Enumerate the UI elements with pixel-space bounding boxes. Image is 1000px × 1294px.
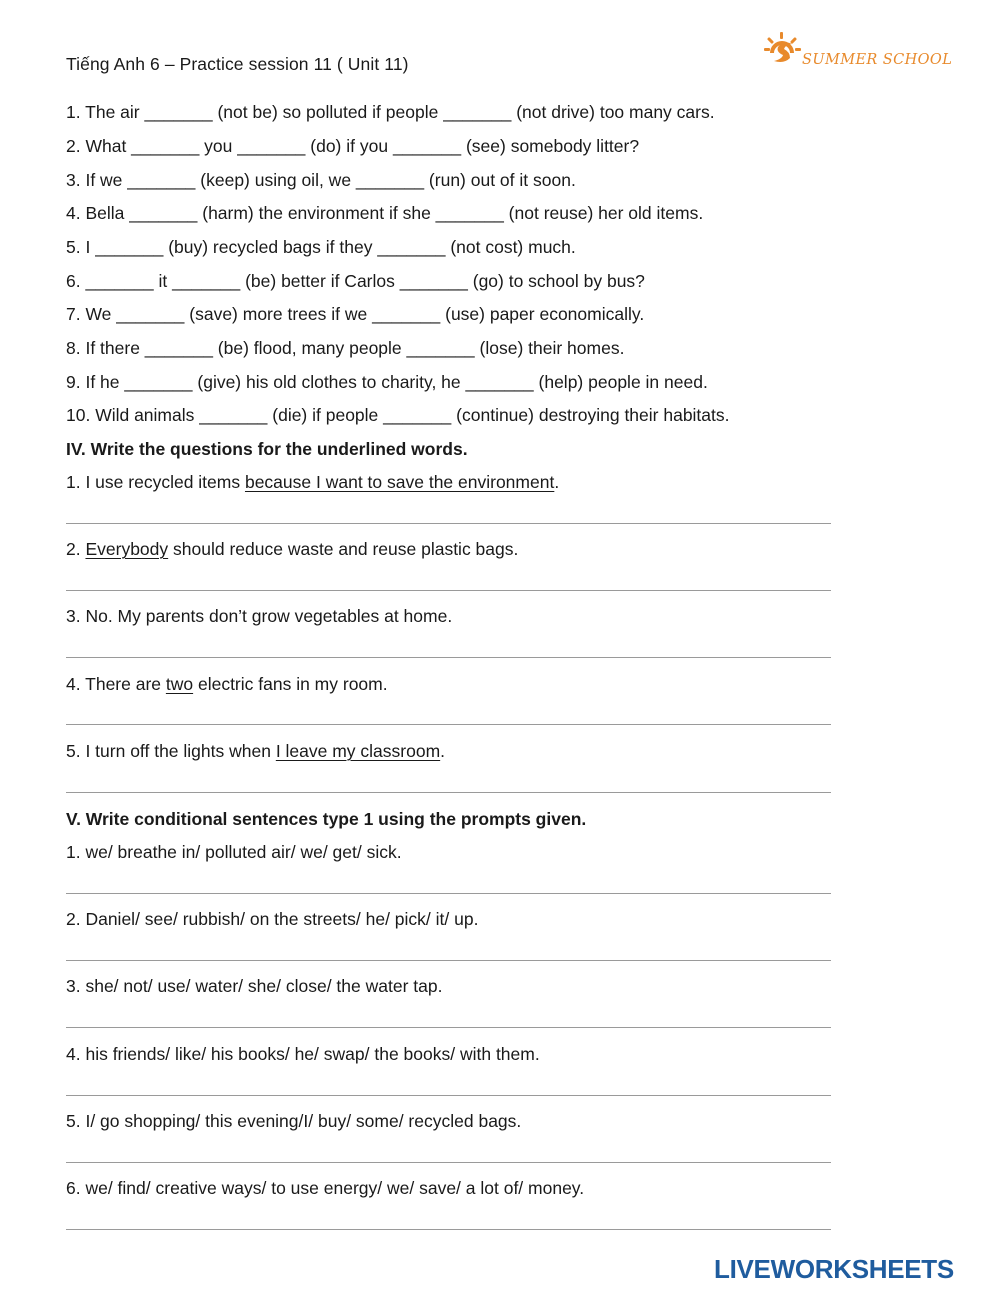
question-text: 4. There are [66, 674, 166, 694]
question-text: 1. I use recycled items [66, 472, 245, 492]
blank-field[interactable]: _______ [144, 102, 213, 122]
liveworksheets-grid-icon [692, 1258, 710, 1280]
exercise-text: 7. We [66, 304, 117, 324]
exercise-text: (do) if you [305, 136, 393, 156]
answer-line[interactable] [66, 657, 831, 658]
blank-field[interactable]: _______ [443, 102, 512, 122]
exercise-text: (continue) destroying their habitats. [451, 405, 730, 425]
underlined-phrase: two [165, 674, 194, 694]
answer-line[interactable] [66, 1095, 831, 1096]
blank-field[interactable]: _______ [85, 271, 154, 291]
exercise-text: (not be) so polluted if people [212, 102, 444, 122]
blank-field[interactable]: _______ [95, 237, 164, 257]
answer-line[interactable] [66, 523, 831, 524]
summer-school-logo [764, 30, 953, 75]
answer-line[interactable] [66, 792, 831, 793]
blank-field[interactable]: _______ [127, 170, 196, 190]
question-item [66, 538, 518, 560]
prompt-item: 4. his friends/ like/ his books/ he/ swap/ the books/ with them. [66, 1044, 540, 1064]
blank-field[interactable]: _______ [406, 338, 475, 358]
blank-field[interactable]: _______ [372, 304, 441, 324]
exercise-text: 8. If there [66, 338, 145, 358]
prompt-item: 5. I/ go shopping/ this evening/I/ buy/ some/ recycled bags. [66, 1111, 522, 1131]
liveworksheets-logo[interactable] [692, 1254, 992, 1284]
exercise-text: it [153, 271, 173, 291]
exercise-text: (be) better if Carlos [240, 271, 400, 291]
logo-text: SUMMER SCHOOL [802, 52, 953, 68]
blank-field[interactable]: _______ [172, 271, 241, 291]
blank-field[interactable]: _______ [144, 338, 213, 358]
exercise-item [66, 303, 644, 325]
blank-field[interactable]: _______ [129, 203, 198, 223]
question-text: 3. No. My parents don’t grow vegetables at home. [66, 606, 453, 626]
exercise-text: 2. What [66, 136, 132, 156]
exercise-text: 10. Wild animals [66, 405, 200, 425]
exercise-text: (save) more trees if we [184, 304, 373, 324]
answer-line[interactable] [66, 1027, 831, 1028]
exercise-text: (use) paper economically. [440, 304, 645, 324]
exercise-text: 4. Bella [66, 203, 130, 223]
exercise-item [66, 404, 730, 426]
blank-field[interactable]: _______ [435, 203, 504, 223]
prompt-item: 6. we/ find/ creative ways/ to use energy/ we/ save/ a lot of/ money. [66, 1178, 585, 1198]
exercise-item [66, 135, 639, 157]
blank-field[interactable]: _______ [124, 372, 193, 392]
question-item [66, 471, 559, 493]
exercise-text: (see) somebody litter? [461, 136, 640, 156]
exercise-text: 5. I [66, 237, 96, 257]
exercise-item [66, 371, 708, 393]
question-text: . [554, 472, 560, 492]
blank-field[interactable]: _______ [399, 271, 468, 291]
question-text: electric fans in my room. [193, 674, 388, 694]
exercise-text: 6. [66, 271, 86, 291]
exercise-text: (give) his old clothes to charity, he [192, 372, 466, 392]
blank-field[interactable]: _______ [465, 372, 534, 392]
exercise-item [66, 202, 703, 224]
underlined-phrase: I leave my classroom [275, 741, 441, 761]
blank-field[interactable]: _______ [392, 136, 462, 156]
exercise-item [66, 236, 576, 258]
answer-line[interactable] [66, 893, 831, 894]
answer-line[interactable] [66, 724, 831, 725]
exercise-text: 1. The air [66, 102, 145, 122]
question-item [66, 673, 388, 695]
underlined-phrase: because I want to save the environment [244, 472, 555, 492]
page-title: Tiếng Anh 6 – Practice session 11 ( Unit 11) [66, 54, 409, 74]
exercise-item [66, 270, 645, 292]
prompt-item: 2. Daniel/ see/ rubbish/ on the streets/ he/ pick/ it/ up. [66, 909, 479, 929]
blank-field[interactable]: _______ [355, 170, 425, 190]
section-5-heading: V. Write conditional sentences type 1 using the prompts given. [66, 809, 587, 829]
blank-field[interactable]: _______ [131, 136, 200, 156]
blank-field[interactable]: _______ [237, 136, 306, 156]
blank-field[interactable]: _______ [377, 237, 446, 257]
exercise-text: (not drive) too many cars. [511, 102, 715, 122]
exercise-text: 9. If he [66, 372, 125, 392]
question-item [66, 605, 452, 627]
question-text: 2. [66, 539, 86, 559]
exercise-text: (harm) the environment if she [197, 203, 436, 223]
exercise-item [66, 337, 624, 359]
exercise-item [66, 169, 576, 191]
exercise-text: (help) people in need. [533, 372, 708, 392]
blank-field[interactable]: _______ [383, 405, 452, 425]
blank-field[interactable]: _______ [116, 304, 185, 324]
question-text: 5. I turn off the lights when [66, 741, 276, 761]
question-item [66, 740, 445, 762]
question-text: should reduce waste and reuse plastic bags. [168, 539, 519, 559]
exercise-item [66, 101, 715, 123]
answer-line[interactable] [66, 960, 831, 961]
question-text: . [440, 741, 446, 761]
answer-line[interactable] [66, 1162, 831, 1163]
exercise-text: (lose) their homes. [474, 338, 625, 358]
exercise-text: (die) if people [267, 405, 384, 425]
exercise-text: (buy) recycled bags if they [163, 237, 378, 257]
underlined-phrase: Everybody [85, 539, 169, 559]
exercise-text: (not cost) much. [445, 237, 576, 257]
prompt-item: 1. we/ breathe in/ polluted air/ we/ get/ sick. [66, 842, 402, 862]
answer-line[interactable] [66, 1229, 831, 1230]
liveworksheets-brand: LIVEWORKSHEETS [714, 1254, 954, 1284]
exercise-text: you [199, 136, 238, 156]
exercise-text: (keep) using oil, we [195, 170, 356, 190]
exercise-text: (go) to school by bus? [467, 271, 645, 291]
exercise-text: (be) flood, many people [212, 338, 407, 358]
answer-line[interactable] [66, 590, 831, 591]
exercise-text: (run) out of it soon. [424, 170, 576, 190]
exercise-text: (not reuse) her old items. [503, 203, 704, 223]
blank-field[interactable]: _______ [199, 405, 268, 425]
exercise-text: 3. If we [66, 170, 128, 190]
prompt-item: 3. she/ not/ use/ water/ she/ close/ the water tap. [66, 976, 443, 996]
section-4-heading: IV. Write the questions for the underlined words. [66, 439, 468, 459]
